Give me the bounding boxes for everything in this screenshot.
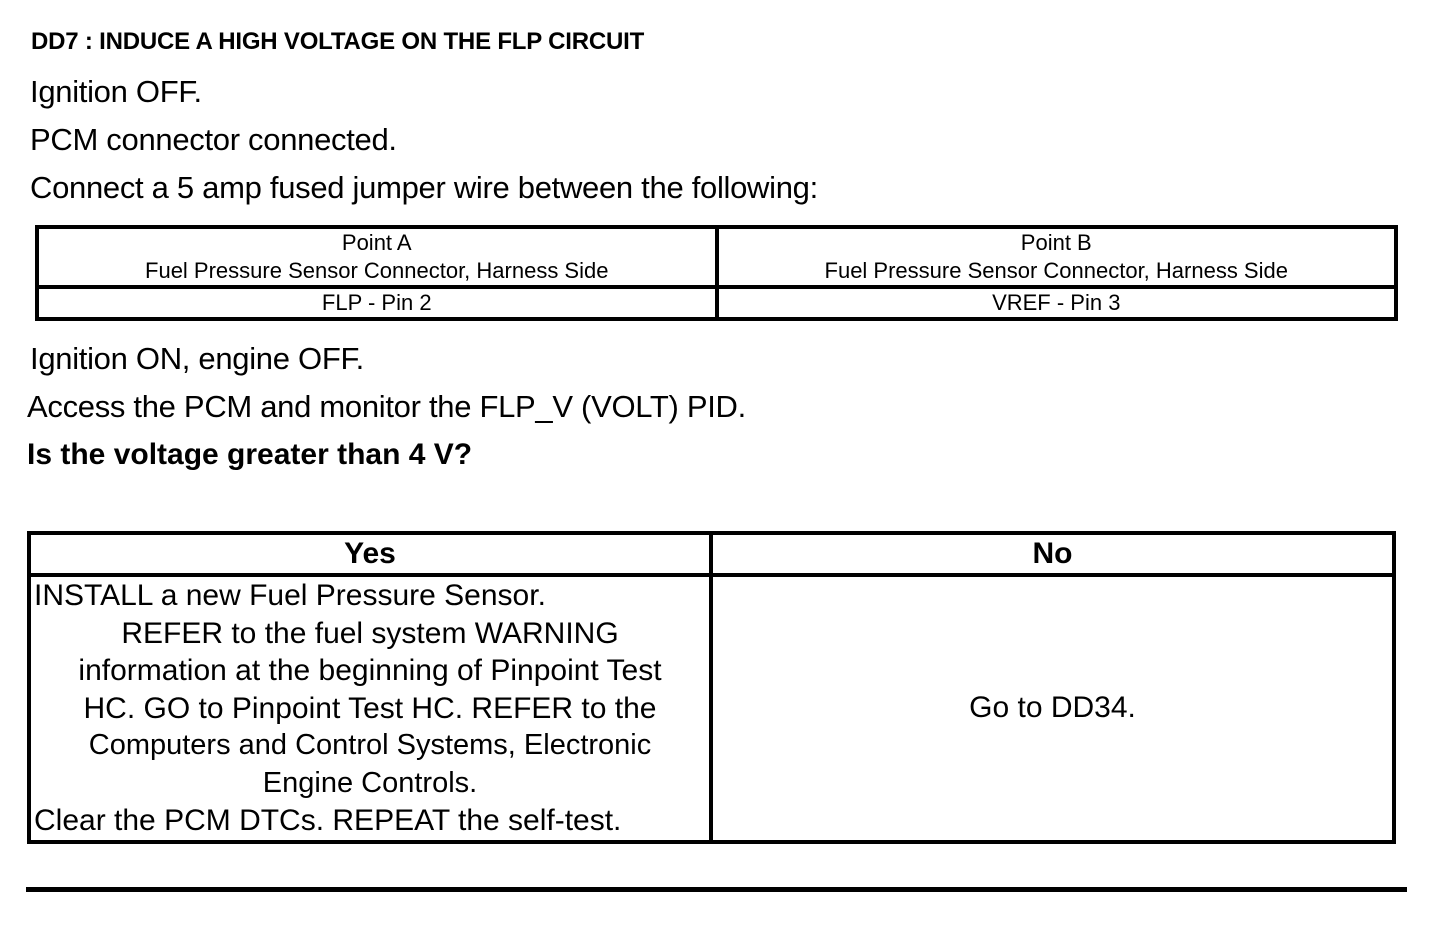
jumper-table-header-row — [37, 227, 1396, 287]
point-b-header-cell — [717, 227, 1397, 287]
page-title: DD7 : INDUCE A HIGH VOLTAGE ON THE FLP CIRCUIT — [31, 28, 645, 55]
result-header-row — [29, 533, 1394, 575]
point-a-pin: FLP - Pin 2 — [37, 287, 717, 319]
point-b-pin: VREF - Pin 3 — [717, 287, 1397, 319]
point-b-header: Point B — [1020, 230, 1092, 255]
no-header: No — [711, 533, 1394, 575]
step-monitor-pid: Access the PCM and monitor the FLP_V (VOLT) PID. — [27, 389, 746, 424]
yes-line-refer-warning: REFER to the fuel system WARNING — [121, 616, 619, 650]
no-action-cell: Go to DD34. — [711, 575, 1394, 842]
yes-line-install: INSTALL a new Fuel Pressure Sensor. — [34, 579, 546, 612]
point-b-location: Fuel Pressure Sensor Connector, Harness Side — [824, 258, 1288, 283]
bottom-divider — [26, 887, 1407, 892]
result-table — [27, 531, 1396, 844]
yes-line-information: information at the beginning of Pinpoint Test — [78, 654, 662, 687]
test-question: Is the voltage greater than 4 V? — [27, 438, 473, 471]
point-a-header: Point A — [341, 230, 412, 255]
yes-line-clear-dtcs: Clear the PCM DTCs. REPEAT the self-test. — [34, 804, 622, 837]
yes-header: Yes — [29, 533, 711, 575]
yes-line-engine-controls: Engine Controls. — [262, 766, 478, 799]
yes-action-cell — [29, 575, 711, 842]
step-ignition-on: Ignition ON, engine OFF. — [30, 341, 364, 376]
step-connect-jumper: Connect a 5 amp fused jumper wire between the following: — [30, 170, 818, 205]
step-pcm-connector: PCM connector connected. — [30, 122, 397, 157]
yes-line-goto-hc: HC. GO to Pinpoint Test HC. REFER to the — [83, 691, 657, 725]
jumper-table — [35, 225, 1398, 321]
step-ignition-off: Ignition OFF. — [30, 74, 202, 109]
point-a-header-cell — [37, 227, 717, 287]
jumper-table-pin-row — [37, 287, 1396, 319]
yes-line-computers: Computers and Control Systems, Electronic — [88, 729, 652, 761]
point-a-location: Fuel Pressure Sensor Connector, Harness Side — [145, 258, 609, 283]
result-body-row — [29, 575, 1394, 842]
